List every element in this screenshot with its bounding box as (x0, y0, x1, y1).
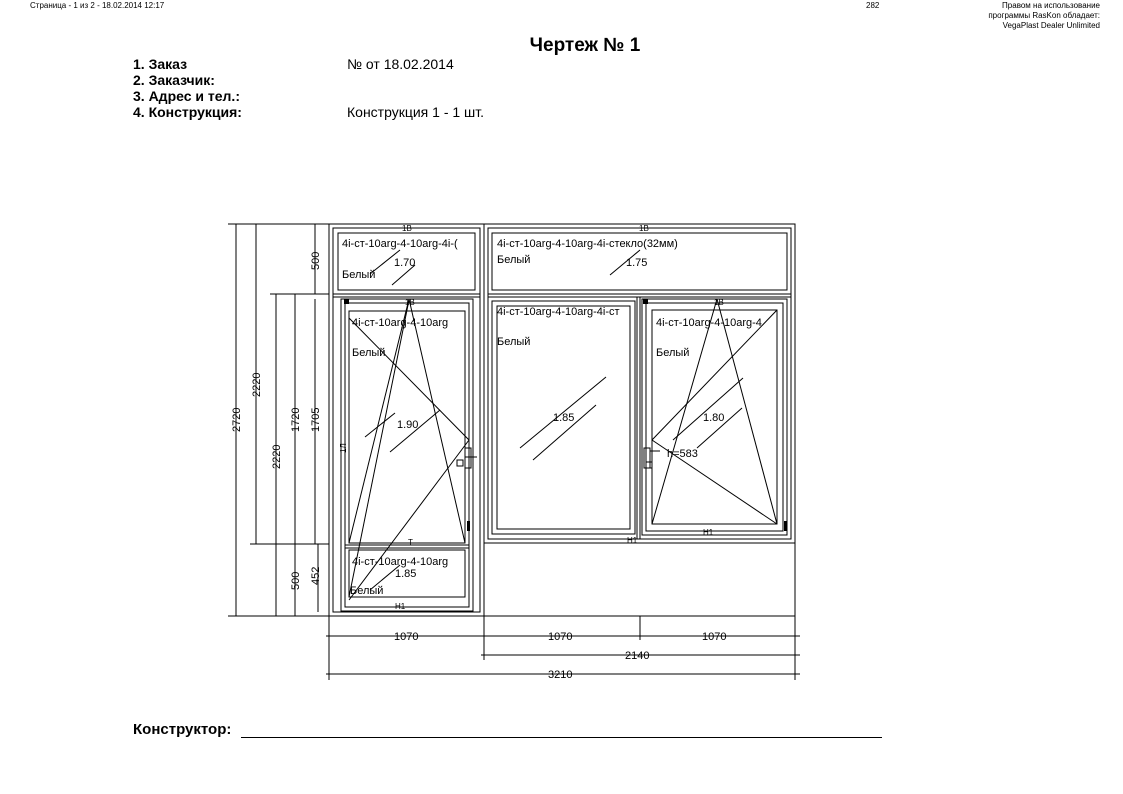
color-label: Белый (342, 269, 376, 281)
document-number: 282 (866, 1, 880, 10)
area-center-top: 1.75 (626, 257, 648, 269)
customer-label: 2. Заказчик: (133, 72, 215, 88)
license-line: программы RasKon обладает: (988, 11, 1100, 20)
order-label: 1. Заказ (133, 56, 188, 72)
license-line: Правом на использование (1002, 1, 1100, 10)
bottom-panel (484, 543, 795, 616)
mark-1b: 1В (639, 224, 649, 233)
area-right: 1.80 (703, 412, 725, 424)
mark-h1: Н1 (703, 528, 714, 537)
area-left-door: 1.90 (397, 419, 419, 431)
dim-h2: 1070 (548, 631, 573, 643)
color-label: Белый (656, 347, 690, 359)
dim-h5: 3210 (548, 669, 573, 681)
dim-v8: 452 (310, 566, 322, 585)
dim-v4: 1720 (290, 407, 302, 432)
mark-1b: 1В (405, 298, 415, 307)
glass-spec-left-top: 4i-ст-10arg-4-10arg-4i-( (342, 238, 458, 250)
glass-spec-left-door: 4i-ст-10arg-4-10arg (352, 317, 449, 329)
dim-v1: 2720 (231, 407, 243, 432)
glass-spec-right: 4i-ст-10arg-4-10arg-4 (656, 317, 762, 329)
color-label: Белый (497, 336, 531, 348)
area-left-bottom: 1.85 (395, 568, 417, 580)
area-left-top: 1.70 (394, 257, 416, 269)
mark-t: Т (408, 538, 413, 547)
glass-spec-left-bottom: 4i-ст-10arg-4-10arg (352, 556, 449, 568)
dim-v6: 500 (310, 251, 322, 270)
color-label: Белый (350, 585, 384, 597)
construction-value: Конструкция 1 - 1 шт. (347, 104, 485, 120)
dim-h3: 1070 (702, 631, 727, 643)
color-label: Белый (497, 254, 531, 266)
dim-v7: 500 (290, 571, 302, 590)
handle-height: h=583 (667, 448, 698, 460)
page-title: Чертеж № 1 (529, 35, 641, 56)
address-label: 3. Адрес и тел.: (133, 88, 240, 104)
mark-h1: Н1 (395, 602, 406, 611)
mark-h1: Н1 (627, 536, 638, 545)
dim-h1: 1070 (394, 631, 419, 643)
area-center: 1.85 (553, 412, 575, 424)
license-line: VegaPlast Dealer Unlimited (1002, 21, 1100, 30)
construction-label: 4. Конструкция: (133, 104, 242, 120)
dim-v2: 2220 (251, 372, 263, 397)
mark-1b: 1В (714, 298, 724, 307)
right-handle (644, 448, 650, 468)
glass-spec-center: 4i-ст-10arg-4-10arg-4i-ст (497, 306, 620, 318)
order-value: № от 18.02.2014 (347, 56, 454, 72)
glass-spec-center-top: 4i-ст-10arg-4-10arg-4i-стекло(32мм) (497, 238, 678, 250)
color-label: Белый (352, 347, 386, 359)
dim-v3: 2220 (271, 444, 283, 469)
dim-h4: 2140 (625, 650, 650, 662)
mark-1l: 1Л (339, 443, 348, 453)
page-info: Страница - 1 из 2 - 18.02.2014 12:17 (30, 1, 165, 10)
constructor-label: Конструктор: (133, 721, 232, 738)
dim-v5: 1705 (310, 407, 322, 432)
mark-1b: 1В (402, 224, 412, 233)
left-handle (465, 448, 471, 468)
signature-line (241, 737, 882, 738)
